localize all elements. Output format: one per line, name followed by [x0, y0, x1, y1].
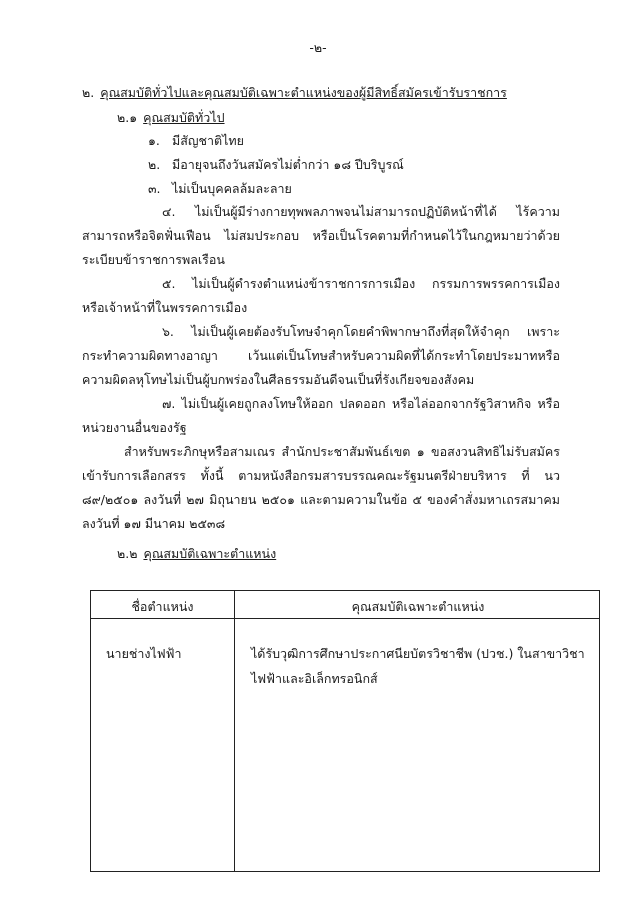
list-item: ๑. มีสัญชาติไทย	[148, 133, 244, 148]
qualification-table	[90, 590, 600, 872]
table-divider	[234, 591, 235, 871]
general-item-5: ๕. ไม่เป็นผู้ดำรงตำแหน่งข้าราชการการเมือง กรรมการพรรคการเมือง หรือเจ้าหน้าที่ในพรรคการเมือง	[82, 276, 560, 315]
section-title: คุณสมบัติทั่วไปและคุณสมบัติเฉพาะตำแหน่งของผู้มีสิทธิ์สมัครเข้ารับราชการ	[100, 85, 507, 100]
page-number: -๒-	[309, 40, 327, 55]
general-heading	[117, 108, 225, 128]
general-item-4: ๔. ไม่เป็นผู้มีร่างกายทุพพลภาพจนไม่สามารถปฏิบัติหน้าที่ได้ ไร้ความสามารถหรือจิตฟั่นเฟือน ไม่สมประกอบ หรือเป็นโรคตามที่กำหนดไว้ในกฎหมายว่าด้วยระเบียบข้าราชการพลเรือน	[82, 204, 560, 267]
header-qualification: คุณสมบัติเฉพาะตำแหน่ง	[351, 599, 485, 614]
cell-position: นายช่างไฟฟ้า	[106, 646, 182, 661]
general-title: คุณสมบัติทั่วไป	[143, 110, 225, 125]
specific-title: คุณสมบัติเฉพาะตำแหน่ง	[143, 546, 277, 561]
header-position: ชื่อตำแหน่ง	[131, 599, 194, 614]
cell-qualification: ได้รับวุฒิการศึกษาประกาศนียบัตรวิชาชีพ (ปวช.) ในสาขาวิชาไฟฟ้าและอิเล็กทรอนิกส์	[251, 646, 585, 686]
specific-number: ๒.๒	[117, 546, 138, 561]
section-number: ๒.	[82, 85, 95, 100]
specific-heading	[117, 544, 276, 564]
general-item-6: ๖. ไม่เป็นผู้เคยต้องรับโทษจำคุกโดยคำพิพากษาถึงที่สุดให้จำคุก เพราะกระทำความผิดทางอาญา เว้นแต่เป็นโทษสำหรับความผิดที่ได้กระทำโดยประมาทหรือความผิดลหุโทษไม่เป็นผู้บกพร่องในศีลธรรมอันดีจนเป็นที่รังเกียจของสังคม	[82, 324, 560, 387]
list-item: ๒. มีอายุจนถึงวันสมัครไม่ต่ำกว่า ๑๘ ปีบริบูรณ์	[148, 157, 404, 172]
general-item-7: ๗. ไม่เป็นผู้เคยถูกลงโทษให้ออก ปลดออก หรือไล่ออกจากรัฐวิสาหกิจ หรือหน่วยงานอื่นของรัฐ	[82, 396, 560, 435]
monk-note: สำหรับพระภิกษุหรือสามเณร สำนักประชาสัมพันธ์เขต ๑ ขอสงวนสิทธิไม่รับสมัครเข้ารับการเลือกสรร ทั้งนี้ ตามหนังสือกรมสารบรรณคณะรัฐมนตรีฝ่ายบริหาร ที่ นว ๘๙/๒๕๐๑ ลงวันที่ ๒๗ มิถุนายน ๒๕๐๑ และตามความในข้อ ๕ ของคำสั่งมหาเถรสมาคม ลงวันที่ ๑๗ มีนาคม ๒๕๓๘	[82, 444, 560, 531]
list-item: ๓. ไม่เป็นบุคคลล้มละลาย	[148, 181, 292, 196]
section-heading	[82, 83, 507, 103]
general-number: ๒.๑	[117, 110, 138, 125]
